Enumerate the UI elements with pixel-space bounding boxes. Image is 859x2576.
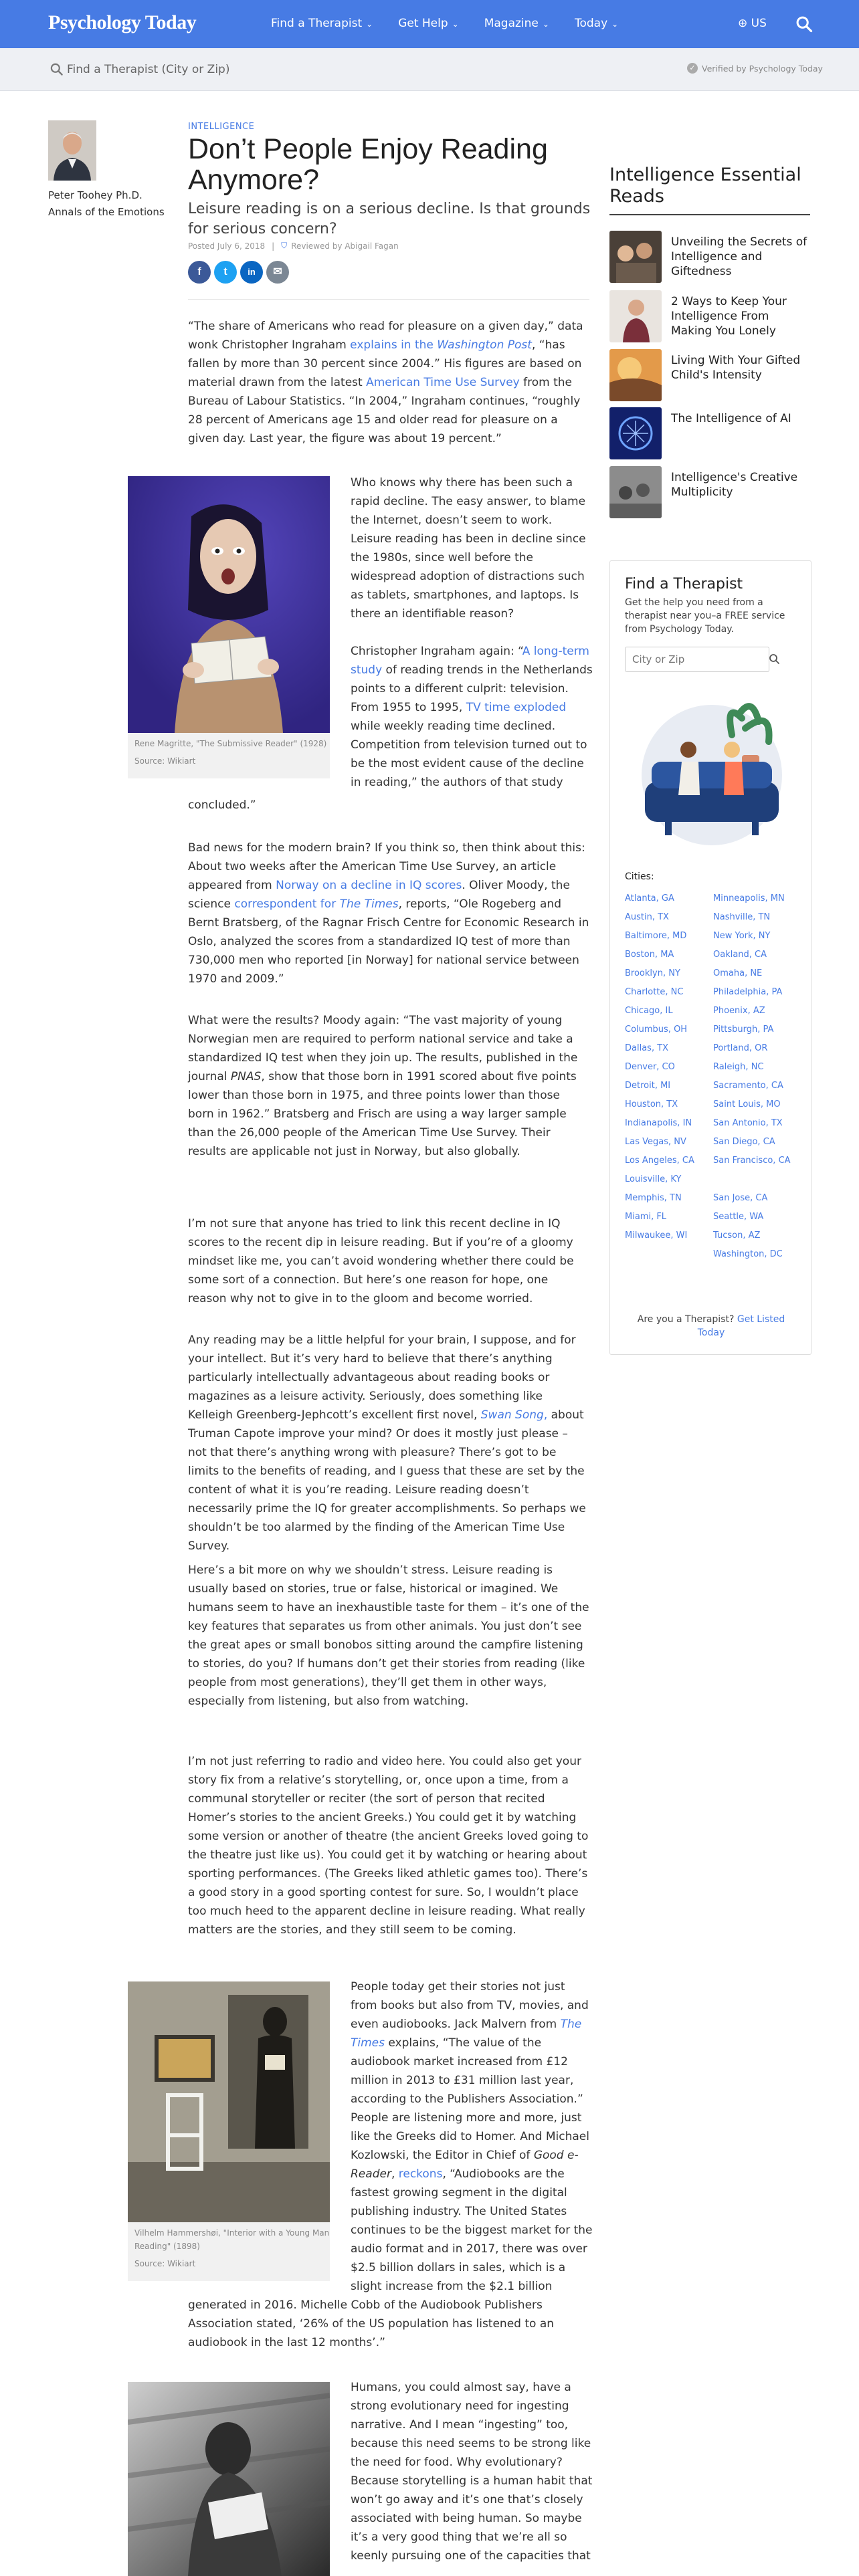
article-meta	[188, 241, 399, 251]
article-link[interactable]: reckons	[398, 2167, 443, 2181]
linkedin-share-button[interactable]: in	[240, 261, 263, 284]
chevron-down-icon: ⌄	[366, 19, 373, 29]
article-paragraph: Bad news for the modern brain? If you think so, then think about this: About two weeks after the American Time Use Survey, an article appeared from Norway on a decline in IQ scores. Oliver Moody, the science correspondent for The Times, reports, “Ole Rogeberg and Bernt Bratsberg, of the Ragnar Frisch Centre for Economic Research in Oslo, analyzed the scores from a standardized IQ test of more than 730,000 men who reported [in Norway] for national service between 1970 and 2009.”	[188, 841, 589, 986]
article-paragraph: concluded.”	[188, 798, 256, 812]
brand-logo[interactable]: Psychology Today	[48, 11, 197, 33]
essential-reads-title: Intelligence Essential Reads	[609, 165, 801, 207]
get-listed-link[interactable]: Get Listed Today	[697, 1314, 785, 1338]
city-link[interactable]: Indianapolis, IN	[625, 1118, 692, 1128]
city-link[interactable]: Minneapolis, MN	[713, 893, 785, 903]
essential-read-item[interactable]	[609, 231, 810, 283]
header-divider	[188, 299, 589, 300]
figure-hammershoi	[128, 1981, 330, 2281]
painting-image[interactable]	[128, 1981, 330, 2222]
finder-description: Get the help you need from a therapist near you–a FREE service from Psychology Today.	[625, 597, 785, 635]
figure-photo	[128, 2382, 330, 2576]
nav-link-label: Today	[574, 17, 608, 30]
article-paragraph: Any reading may be a little helpful for your brain, I suppose, and for your intellect. But it’s very hard to believe that there’s anything particularly intellectually advantageous about reading books or magazines as a leisure activity. Seriously, does something like Kelleigh Greenberg-Jephcott’s excellent first novel, Swan Song, about Truman Capote improve your mind? Or does it mostly just please – not that there’s anything wrong with pleasure? There’s got to be limits to the benefits of reading, and I guess that these are set by the content of what it is you’re reading. Leisure reading doesn’t necessarily prime the IQ for greater accomplishments. So perhaps we shouldn’t be too alarmed by the finding of the American Time Use Survey.	[188, 1333, 586, 1553]
article-link[interactable]: TV time exploded	[466, 701, 567, 714]
city-link[interactable]: Washington, DC	[713, 1249, 783, 1259]
city-link[interactable]: Omaha, NE	[713, 968, 763, 978]
city-link[interactable]: Memphis, TN	[625, 1193, 682, 1203]
meta-divider: |	[272, 241, 275, 251]
therapist-search-bar	[0, 48, 859, 91]
chevron-down-icon: ⌄	[542, 19, 549, 29]
city-link[interactable]: Portland, OR	[713, 1043, 768, 1053]
search-icon[interactable]	[763, 647, 787, 672]
city-link[interactable]: Detroit, MI	[625, 1081, 671, 1091]
cities-heading: Cities:	[625, 871, 654, 882]
globe-icon: ⊕	[738, 17, 748, 30]
city-link[interactable]: Atlanta, GA	[625, 893, 674, 903]
city-link[interactable]: Columbus, OH	[625, 1025, 688, 1035]
article-link[interactable]: correspondent for The Times	[234, 897, 399, 911]
verified-badge	[687, 63, 823, 74]
verified-label: Verified by Psychology Today	[702, 63, 823, 74]
city-link[interactable]: Nashville, TN	[713, 912, 771, 922]
city-link[interactable]: Louisville, KY	[625, 1174, 682, 1184]
city-link[interactable]: Philadelphia, PA	[713, 987, 783, 997]
shield-icon: ⛉	[281, 241, 288, 250]
city-link[interactable]: Austin, TX	[625, 912, 669, 922]
checkmark-icon: ✓	[687, 63, 698, 74]
nav-link-label: Find a Therapist	[271, 17, 363, 30]
city-link[interactable]: Brooklyn, NY	[625, 968, 680, 978]
search-icon[interactable]	[795, 15, 814, 33]
city-link[interactable]: San Diego, CA	[713, 1137, 775, 1147]
article-paragraph: Christopher Ingraham again: “A long-term study of reading trends in the Netherlands points to a different culprit: television. From 1955 to 1995, TV time exploded while weekly reading time declined. Competition from television turned out to be the most evident cause of the decline in reading,” the authors of that study	[351, 645, 593, 789]
city-link[interactable]: Phoenix, AZ	[713, 1006, 765, 1016]
essential-read-item[interactable]	[609, 349, 810, 401]
therapy-illustration	[625, 688, 797, 849]
article-paragraph: What were the results? Moody again: “The vast majority of young Norwegian men are required to perform national service and take a standardized IQ test when they join up. The results, published in the journal PNAS, show that those born in 1991 scored about five points lower than those born in 1975, and three points lower than those born in 1962.” Bratsberg and Frisch are using a way larger sample than the 26,000 people of the American Time Use Survey. Their results are applicable not just in Norway, but also globally.	[188, 1014, 578, 1158]
therapist-search-input[interactable]	[67, 59, 468, 80]
article-paragraph: Here’s a bit more on why we shouldn’t stress. Leisure reading is usually based on stories, true or false, historical or imagined. We humans seem to have an inexhaustible taste for them – it’s one of the key features that separates us from other animals. You just don’t see the great apes or small bonobos sitting around the campfire listening to stories, do you? If humans don’t get their stories from reading (like people from most generations), they’ll get them in other ways, especially from listening, but also from watching.	[188, 1564, 589, 1708]
finder-title: Find a Therapist	[625, 576, 743, 593]
article-thumbnail	[609, 466, 662, 518]
cta-text: Are you a Therapist?	[637, 1314, 735, 1325]
city-zip-input[interactable]	[625, 647, 769, 672]
article-link[interactable]: The Times	[351, 2018, 582, 2050]
city-link[interactable]: Sacramento, CA	[713, 1081, 783, 1091]
chevron-down-icon: ⌄	[611, 19, 619, 29]
city-link[interactable]: New York, NY	[713, 931, 771, 941]
city-link[interactable]: Baltimore, MD	[625, 931, 687, 941]
article-paragraph: I’m not sure that anyone has tried to link this recent decline in IQ scores to the recent dip in leisure reading. But if you’re of a gloomy mindset like me, you can’t avoid wondering whether there could be some sort of a connection. But here’s one reason for hope, one reason why not to give in to the gloom and become worried.	[188, 1217, 574, 1305]
chevron-down-icon: ⌄	[452, 19, 459, 29]
article-link[interactable]: explains in the Washington Post	[350, 338, 532, 352]
essential-read-label: Living With Your Gifted Child's Intensity	[671, 354, 801, 382]
article-paragraph: generated in 2016. Michelle Cobb of the Audiobook Publishers Association stated, ‘26% of the US population has listened to an audiobook in the last 12 months’.”	[188, 2298, 555, 2349]
city-link[interactable]: Denver, CO	[625, 1062, 675, 1072]
city-link[interactable]: Dallas, TX	[625, 1043, 669, 1053]
city-link[interactable]: Miami, FL	[625, 1212, 667, 1222]
painting-image[interactable]	[128, 476, 330, 733]
essential-read-label: Intelligence's Creative Multiplicity	[671, 471, 798, 499]
city-link[interactable]: Milwaukee, WI	[625, 1230, 688, 1241]
article-link[interactable]: A long-term study	[351, 645, 589, 677]
essential-read-label: Unveiling the Secrets of Intelligence and Giftedness	[671, 235, 807, 278]
city-link[interactable]: Houston, TX	[625, 1099, 678, 1109]
city-link[interactable]: San Jose, CA	[713, 1193, 768, 1203]
email-share-button[interactable]: ✉	[266, 261, 289, 284]
essential-read-item[interactable]	[609, 466, 810, 518]
reviewed-by[interactable]: Reviewed by Abigail Fagan	[291, 241, 399, 251]
topic-kicker[interactable]: INTELLIGENCE	[188, 122, 255, 132]
article-link[interactable]: American Time Use Survey	[366, 376, 520, 389]
nav-magazine[interactable]	[484, 17, 549, 30]
posted-date: Posted July 6, 2018	[188, 241, 266, 251]
essential-read-label: 2 Ways to Keep Your Intelligence From Making You Lonely	[671, 295, 787, 338]
city-link[interactable]: Las Vegas, NV	[625, 1137, 686, 1147]
facebook-share-button[interactable]: f	[188, 261, 211, 284]
article-paragraph: Humans, you could almost say, have a strong evolutionary need for ingesting narrative. And I mean “ingesting” too, because this need seems to be strong like the need for food. Why evolutionary? Because storytelling is a human habit that won’t go away and it’s one that’s closely associated with being human. So maybe it’s a very good thing that we’re all so keenly pursuing one of the capacities that	[351, 2381, 593, 2563]
article-paragraph: “The share of Americans who read for pleasure on a given day,” data wonk Christopher Ingraham explains in the Washington Post, “has fallen by more than 30 percent since 2004.” His figures are based on material drawn from the latest American Time Use Survey from the Bureau of Labour Statistics. “In 2004,” Ingraham continues, “roughly 28 percent of Americans age 15 and older read for pleasure on a given day. Last year, the figure was about 19 percent.”	[188, 320, 583, 445]
nav-link-label: Get Help	[398, 17, 448, 30]
article-paragraph: I’m not just referring to radio and video here. You could also get your story fix from a relative’s storytelling, or, once upon a time, from a communal storyteller or reciter (the sort of person that recited Homer’s stories to the ancient Greeks.) You could get it by watching some version or another of theatre (the ancient Greeks loved going to the theatre just like us). You could get it by watching or hearing about sporting performances. (The Greeks liked athletic games too). There’s a good story in a good sporting contest for sure. So, I wouldn’t place too much heed to the apparent decline in leisure reading. What really matters are the stories, and they still seem to be coming.	[188, 1755, 589, 1937]
essential-reads-divider	[609, 214, 810, 215]
city-link[interactable]: Boston, MA	[625, 950, 674, 960]
city-link[interactable]: Los Angeles, CA	[625, 1156, 694, 1166]
twitter-share-button[interactable]: t	[214, 261, 237, 284]
nav-get-help[interactable]	[398, 17, 459, 30]
region-selector[interactable]	[738, 17, 767, 30]
article-link[interactable]: Swan Song,	[480, 1408, 548, 1422]
city-link[interactable]: Oakland, CA	[713, 950, 767, 960]
figure-magritte	[128, 476, 330, 778]
article-paragraph: Who knows why there has been such a rapid decline. The easy answer, to blame the Internet, doesn’t seem to work. Leisure reading has been in decline since the 1980s, since well before the widespread adoption of distractions such as tablets, smartphones, and laptops. Is there an identifiable reason?	[351, 476, 586, 621]
author-info	[48, 187, 169, 221]
figure-source: Source: Wikiart	[134, 756, 196, 766]
city-link[interactable]: Raleigh, NC	[713, 1062, 764, 1072]
nav-find-therapist[interactable]	[271, 17, 373, 30]
essential-read-item[interactable]	[609, 290, 810, 342]
city-link[interactable]: Seattle, WA	[713, 1212, 764, 1222]
article-thumbnail	[609, 290, 662, 342]
article-thumbnail	[609, 231, 662, 283]
figure-caption: Vilhelm Hammershøi, "Interior with a Young Man Reading" (1898)	[134, 2228, 330, 2251]
figure-source: Source: Wikiart	[134, 2259, 196, 2268]
article-paragraph: People today get their stories not just from books but also from TV, movies, and even audiobooks. Jack Malvern from The Times explains, “The value of the audiobook market increased from £12 million in 2013 to £31 million last year, according to the Publishers Association.” People are listening more and more, just like the Greeks did to Homer. And Michael Kozlowski, the Editor in Chief of Good e-Reader, reckons, “Audiobooks are the fastest growing segment in the digital publishing industry. The United States continues to be the biggest market for the audio format and in 2017, there was over $2.5 billion dollars in sales, which is a slight increase from the $2.1 billion	[351, 1980, 593, 2293]
author-avatar[interactable]	[48, 120, 96, 181]
essential-read-label: The Intelligence of AI	[671, 412, 791, 425]
city-link[interactable]: Saint Louis, MO	[713, 1099, 781, 1109]
find-therapist-widget	[609, 560, 812, 1355]
author-blog[interactable]: Annals of the Emotions	[48, 206, 165, 218]
share-buttons	[188, 261, 292, 284]
city-link[interactable]: San Antonio, TX	[713, 1118, 783, 1128]
figure-caption: Rene Magritte, "The Submissive Reader" (1928)	[134, 739, 327, 748]
nav-link-label: Magazine	[484, 17, 539, 30]
author-name[interactable]: Peter Toohey Ph.D.	[48, 189, 142, 201]
top-nav	[0, 0, 859, 48]
city-link[interactable]: Charlotte, NC	[625, 987, 684, 997]
photo-image[interactable]	[128, 2382, 330, 2576]
page-title: Don’t People Enjoy Reading Anymore?	[188, 133, 548, 196]
nav-links	[271, 17, 644, 30]
city-link[interactable]: San Francisco, CA	[713, 1156, 791, 1166]
city-link[interactable]: Chicago, IL	[625, 1006, 673, 1016]
search-icon	[48, 61, 66, 78]
article-thumbnail	[609, 349, 662, 401]
article-thumbnail	[609, 407, 662, 459]
therapist-cta	[625, 1313, 797, 1339]
essential-read-item[interactable]	[609, 407, 810, 459]
article-subtitle: Leisure reading is on a serious decline. Is that grounds for serious concern?	[188, 201, 591, 237]
city-link[interactable]: Pittsburgh, PA	[713, 1025, 774, 1035]
article-link[interactable]: Norway on a decline in IQ scores	[276, 879, 462, 892]
nav-today[interactable]	[575, 17, 618, 30]
city-link[interactable]: Tucson, AZ	[713, 1230, 761, 1241]
region-label: US	[751, 17, 767, 30]
